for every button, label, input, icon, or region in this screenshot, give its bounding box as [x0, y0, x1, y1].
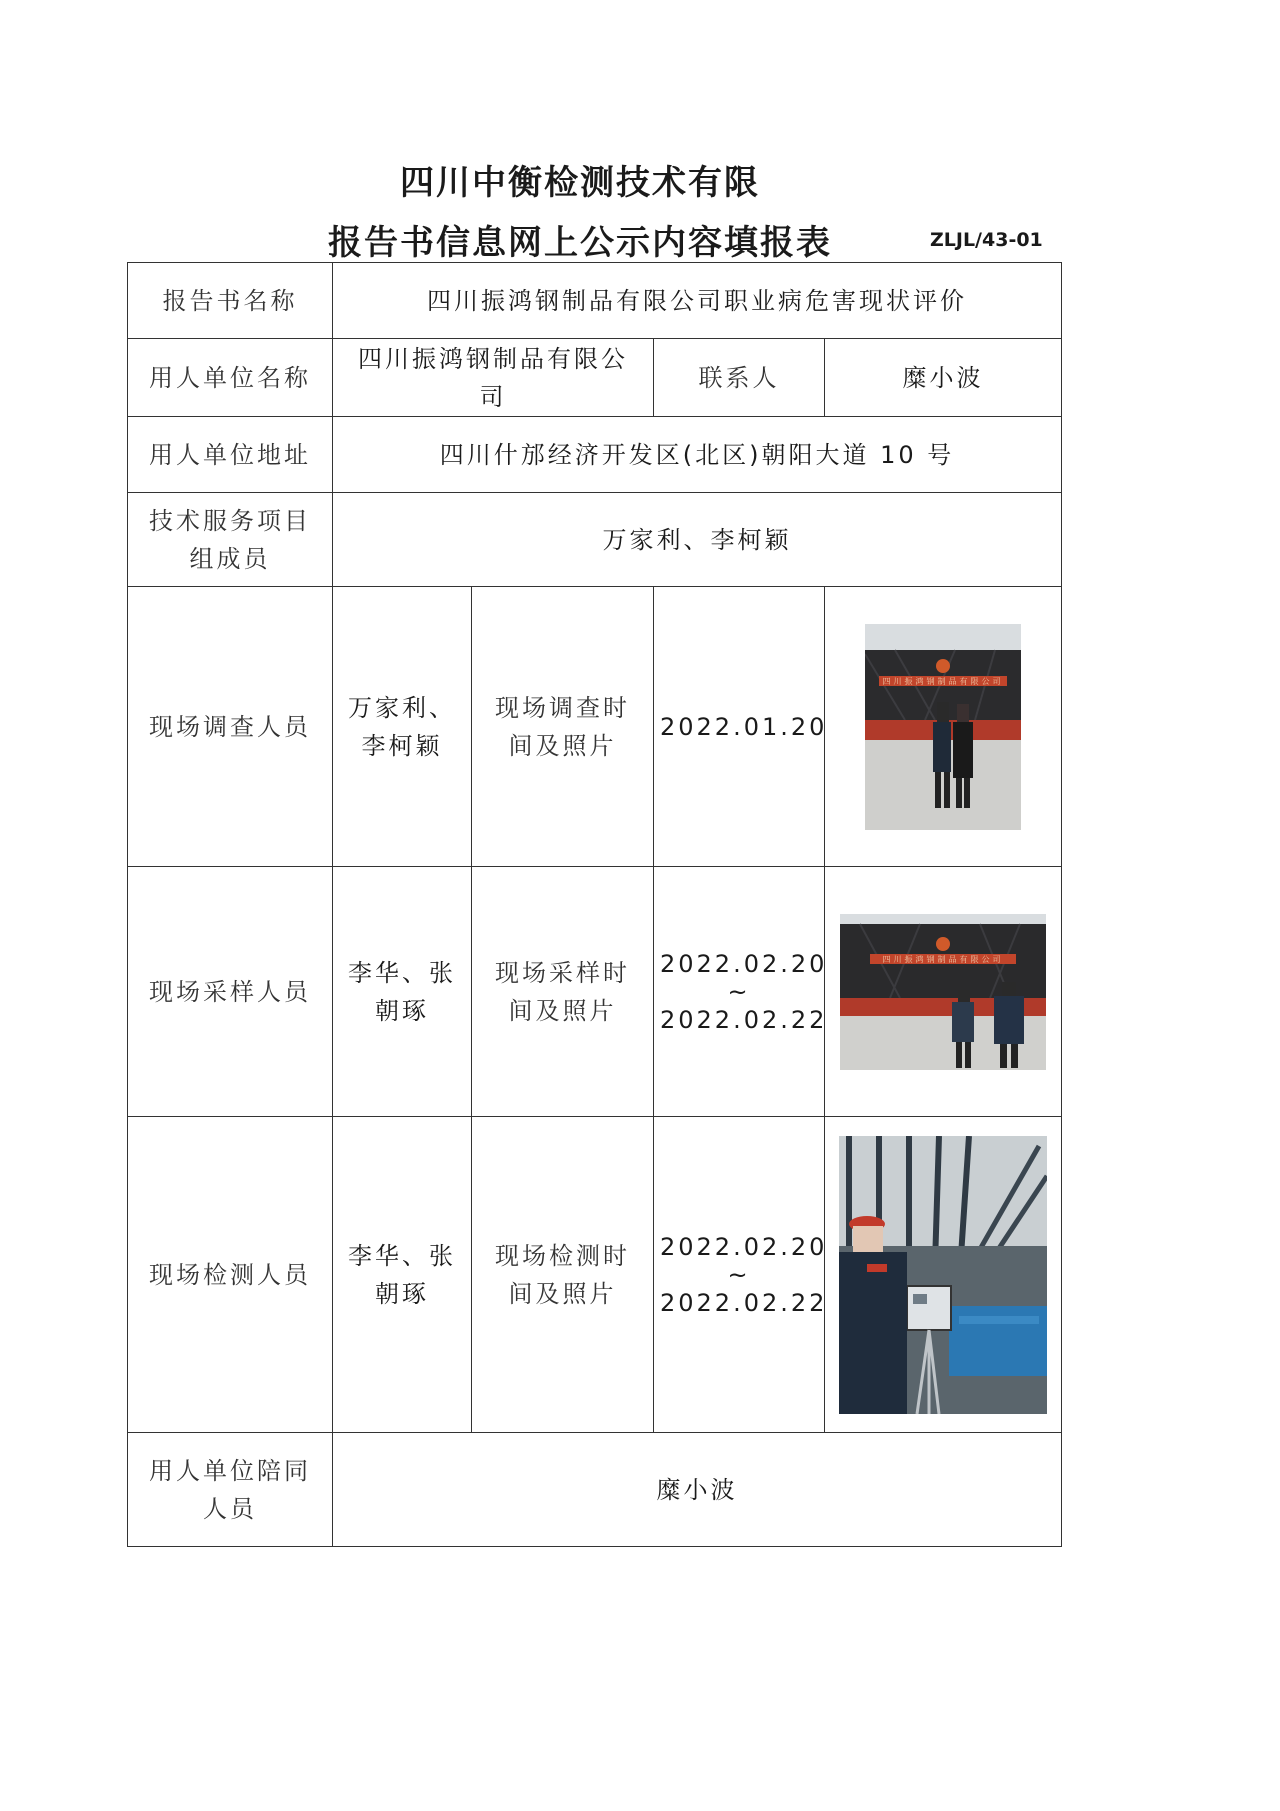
testing-date-cell [654, 1117, 828, 1433]
page-title-line1: 四川中衡检测技术有限 [400, 163, 760, 203]
form-code: ZLJL/43-01 [930, 229, 1043, 251]
survey-date: 2022.01.20 [654, 587, 825, 867]
testing-time-label: 现场检测时间及照片 [472, 1117, 654, 1433]
sampling-people: 李华、张朝琢 [333, 867, 472, 1117]
table-row [128, 587, 1062, 867]
survey-photo-cell [825, 587, 1062, 867]
employer-address-value: 四川什邡经济开发区(北区)朝阳大道 10 号 [333, 417, 1062, 493]
testing-label: 现场检测人员 [128, 1117, 333, 1433]
testing-people: 李华、张朝琢 [333, 1117, 472, 1433]
testing-date-from: 2022.02.20 [660, 1232, 828, 1261]
report-name-label: 报告书名称 [128, 263, 333, 339]
table-row [128, 263, 1062, 339]
project-members-label: 技术服务项目组成员 [128, 493, 333, 587]
employer-name-value: 四川振鸿钢制品有限公司 [333, 339, 654, 417]
accompany-label: 用人单位陪同人员 [128, 1433, 333, 1547]
page-title-line2: 报告书信息网上公示内容填报表 [328, 223, 832, 263]
sampling-date-from: 2022.02.20 [660, 949, 828, 978]
sampling-photo-cell [825, 867, 1062, 1117]
testing-photo-cell [825, 1117, 1062, 1433]
sampling-time-label: 现场采样时间及照片 [472, 867, 654, 1117]
testing-date-sep: ~ [727, 1260, 751, 1289]
employer-name-label: 用人单位名称 [128, 339, 333, 417]
table-row [128, 867, 1062, 1117]
contact-value: 糜小波 [825, 339, 1062, 417]
survey-label: 现场调查人员 [128, 587, 333, 867]
employer-address-label: 用人单位地址 [128, 417, 333, 493]
sampling-label: 现场采样人员 [128, 867, 333, 1117]
lobby-photo-icon [865, 624, 1021, 830]
testing-date-to: 2022.02.22 [660, 1288, 828, 1317]
sampling-date-sep: ~ [727, 977, 751, 1006]
lobby-photo-icon [840, 914, 1046, 1070]
photo-sign-text: 四川振鸿钢制品有限公司 [882, 676, 1004, 686]
table-row [128, 339, 1062, 417]
table-row [128, 1433, 1062, 1547]
project-members-value: 万家利、李柯颖 [333, 493, 1062, 587]
accompany-value: 糜小波 [333, 1433, 1062, 1547]
sampling-date-cell [654, 867, 828, 1117]
sampling-photo [831, 914, 1055, 1070]
survey-time-label: 现场调查时间及照片 [472, 587, 654, 867]
testing-photo [831, 1136, 1055, 1414]
table-row [128, 493, 1062, 587]
photo-sign-text: 四川振鸿钢制品有限公司 [882, 954, 1004, 964]
table-row [128, 417, 1062, 493]
survey-photo [831, 624, 1055, 830]
info-table [127, 262, 1062, 1547]
sampling-date-to: 2022.02.22 [660, 1005, 828, 1034]
report-name-value: 四川振鸿钢制品有限公司职业病危害现状评价 [333, 263, 1062, 339]
table-row [128, 1117, 1062, 1433]
survey-people: 万家利、李柯颖 [333, 587, 472, 867]
factory-photo-icon [839, 1136, 1047, 1414]
contact-label: 联系人 [654, 339, 825, 417]
